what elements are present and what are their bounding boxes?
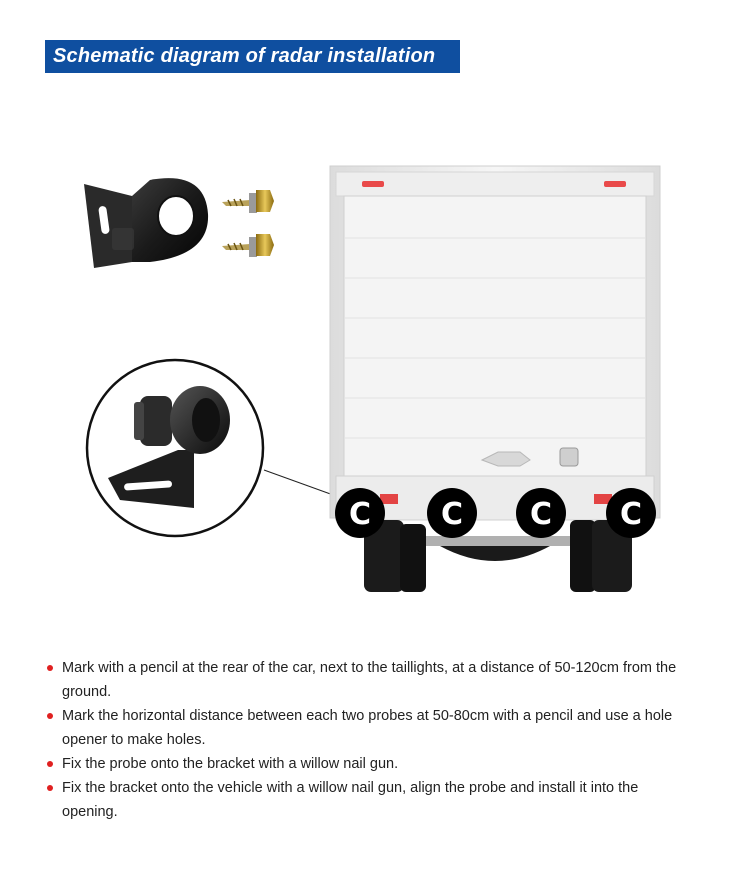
list-item [45, 656, 685, 704]
list-item [45, 704, 685, 752]
probe-marker [516, 488, 566, 538]
bullet-icon [47, 713, 53, 719]
probe-with-bracket-icon [87, 360, 263, 536]
callout-line [264, 470, 336, 496]
screw-icon [222, 190, 274, 213]
bullet-icon [47, 785, 53, 791]
bullet-icon [47, 665, 53, 671]
probe-marker [335, 488, 385, 538]
instruction-list [45, 656, 685, 824]
probe-label: C [529, 497, 553, 532]
instruction-text: Fix the probe onto the bracket with a willow nail gun. [62, 756, 399, 772]
probe-marker [606, 488, 656, 538]
list-item [45, 776, 685, 824]
instruction-text: Mark with a pencil at the rear of the car, next to the taillights, at a distance of 50-120cm from the ground. [62, 660, 677, 700]
probe-label: C [619, 497, 643, 532]
bracket-icon [84, 178, 208, 268]
page-title: Schematic diagram of radar installation [53, 45, 436, 67]
screw-icon [222, 234, 274, 257]
probe-marker [427, 488, 477, 538]
list-item [45, 752, 685, 776]
instruction-text: Fix the bracket onto the vehicle with a willow nail gun, align the probe and install it into the opening. [62, 780, 639, 820]
instruction-text: Mark the horizontal distance between each two probes at 50-80cm with a pencil and use a hole opener to make holes. [62, 708, 673, 748]
bullet-icon [47, 761, 53, 767]
probe-label: C [348, 497, 372, 532]
probe-label: C [440, 497, 464, 532]
